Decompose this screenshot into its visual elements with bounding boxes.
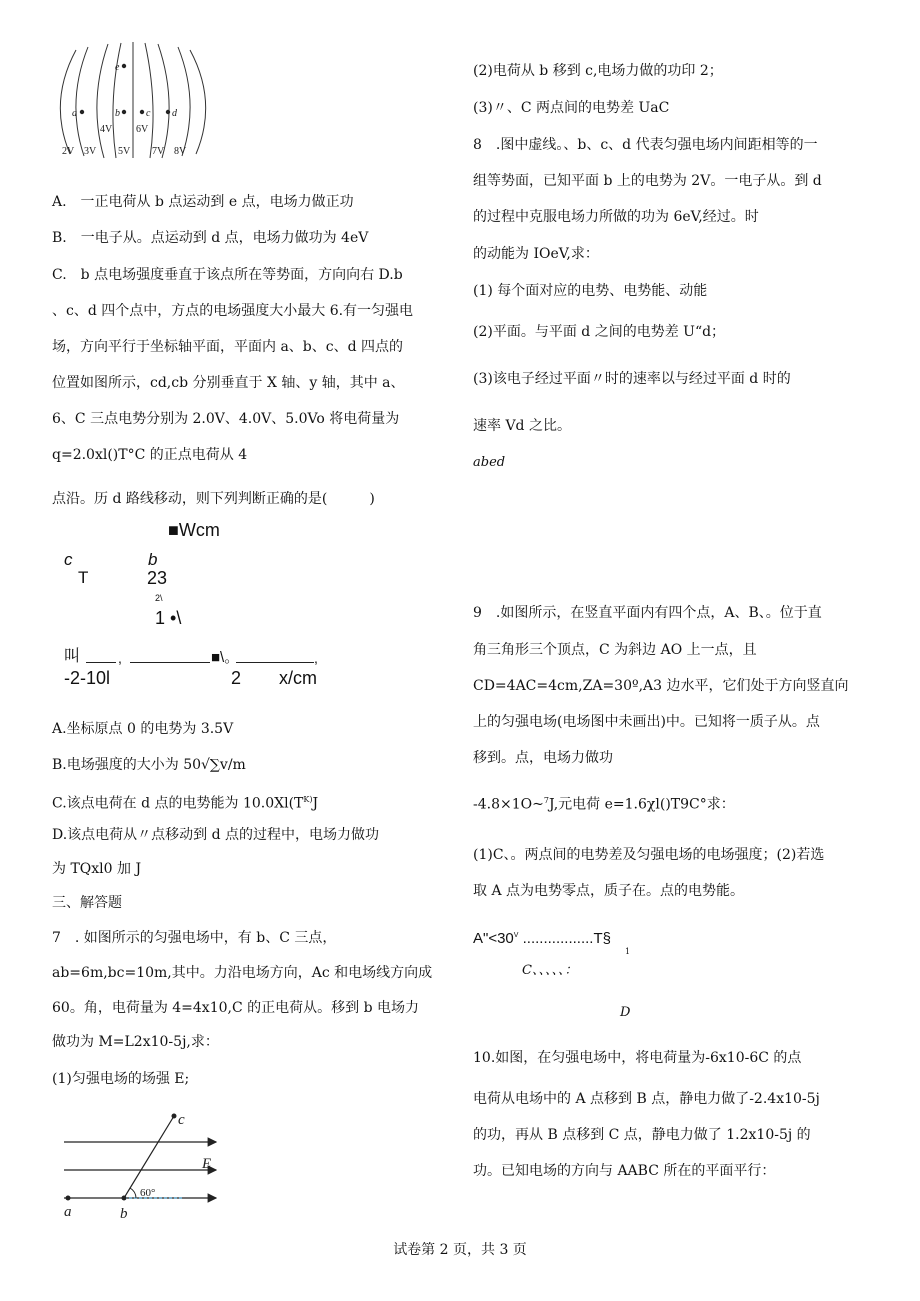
q8-line4: 的动能为 IOeV,求： [473,246,599,262]
page-footer: 试卷第 2 页，共 3 页 [393,1242,527,1258]
equipotential-line [190,50,206,154]
q9-figure-d: D [620,1005,631,1020]
q9-figure-small: 1 [625,947,631,956]
section-heading: 三、解答题 [52,895,122,911]
q10-line3: 的功，再从 B 点移到 C 点，静电力做了 1.2x10-5j 的 [473,1127,811,1143]
x-tick-2: 2 [231,668,242,688]
q8-line5: (1) 每个面对应的电势、电势能、动能 [473,283,708,299]
point-b-label: b [120,1206,128,1222]
q8-line6: (2)平面。与平面 d 之间的电势差 U“d； [473,324,726,340]
x-tick-negative: -2-10l [64,668,111,688]
segment-bc [124,1116,174,1198]
equipotential-line [178,47,190,156]
q9-line8: 取 A 点为电势零点，质子在。点的电势能。 [473,883,745,899]
q9-figure-top: $A"<30^V$ .................T§ [473,930,611,947]
q7-line5: (1)匀强电场的场强 E; [52,1071,190,1087]
point-e-label: e [115,62,120,73]
y-tick-small: 2\ [155,593,163,603]
axis-mid-mark: ■\。 [211,649,240,666]
q6-stem-end: 点沿。历 d 路线移动，则下列判断正确的是( ) [52,491,375,507]
y-tick-1: 1 •\ [155,608,182,628]
equipotential-line [113,43,121,158]
x-axis-unit: x/cm [279,668,317,688]
volt-label: 2V [62,146,75,157]
q7-line4: 做功为 M=L2x10-5j,求： [52,1034,219,1050]
q9-line4: 上的匀强电场(电场图中未画出)中。已知将一质子从。点 [473,714,820,730]
equipotential-line [60,50,76,154]
q6-option-c-line6: q=2.0xl()T°C 的正点电荷从 4 [52,447,248,463]
q8-line2: 组等势面，已知平面 b 上的电势为 2V。一电子从。到 d [473,173,822,189]
q8-line3: 的过程中克服电场力所做的功为 6eV,经过。时 [473,209,759,225]
q9-line3: CD=4AC=4cm,ZA=30º,A3 边水平，它们处于方向竖直向 [473,678,849,694]
angle-label: 60° [140,1187,156,1199]
q9-line5: 移到。点，电场力做功 [473,750,613,766]
q6-option-a: A. 一正电荷从 b 点运动到 e 点，电场力做正功 [52,194,354,210]
q6-option-c-line3: 场，方向平行于坐标轴平面，平面内 a、b、c、d 四点的 [52,339,404,355]
point-b-label: b [148,550,158,569]
q6b-option-c: C.该点电荷在 d 点的电势能为 $10.0Xl(T^{K)}J$ [52,795,319,812]
q7-line7: (3)〃、C 两点间的电势差 UaC [473,100,670,116]
axis-left-mark: 叫 [64,648,81,665]
q7-line2: ab=6m,bc=10m,其中。力沿电场方向，Ac 和电场线方向成 [52,965,433,981]
point-a-label: a [64,1204,72,1220]
point-a-label: a [72,108,77,119]
equipotential-line [158,44,169,158]
volt-label: 5V [118,146,131,157]
equipotential-line [76,47,88,156]
q6-option-c-line5: 6、C 三点电势分别为 2.0V、4.0V、5.0Vo 将电荷量为 [52,411,400,427]
x-axis-segment [236,662,314,663]
y-unit-label: ■Wcm [168,520,220,540]
q6-option-c-line4: 位置如图所示，cd,cb 分别垂直于 X 轴、y 轴，其中 a、 [52,375,405,391]
q9-line2: 角三角形三个顶点，C 为斜边 AO 上一点，且 [473,642,757,658]
point-b-label: b [115,108,120,119]
y-tick-23: 23 [147,568,168,588]
q10-line1: 10.如图，在匀强电场中，将电荷量为-6x10-6C 的点 [473,1050,802,1066]
field-figure [58,1108,228,1220]
equipotential-line [145,43,153,158]
volt-label: 7V [152,146,165,157]
axis-comma: , [118,650,122,666]
point-c-label: c [178,1112,185,1128]
angle-arc [130,1188,136,1198]
volt-label: 8V [174,146,187,157]
equipotential-figure [58,42,208,160]
volt-label: 3V [84,146,97,157]
equipotential-line [97,44,108,158]
q9-line7: (1)C、。两点间的电势差及匀强电场的电场强度；(2)若选 [473,847,825,863]
q6-option-b: B. 一电子从。点运动到 d 点，电场力做功为 4eV [52,230,369,246]
volt-label: 6V [136,124,149,135]
q9-line6: -4.8×1O~$^7$J,元电荷 e=1.6χl()T9C°求： [473,796,735,813]
q7-line1: 7 . 如图所示的匀强电场中，有 b、C 三点， [52,930,337,946]
volt-label: 4V [100,124,113,135]
axis-comma: , [314,650,318,666]
q7-line3: 60。角，电荷量为 4=4x10,C 的正电荷从。移到 b 电场力 [52,1000,419,1016]
q6b-option-d-line1: D.该点电荷从〃点移动到 d 点的过程中，电场力做功 [52,827,380,843]
point-c-label: c [64,550,73,569]
q9-figure-middle: C、、、、、： [522,963,578,978]
q8-line8: 速率 Vd 之比。 [473,418,571,434]
point-d-label: d [172,108,177,119]
q8-line7: (3)该电子经过平面〃时的速率以与经过平面 d 时的 [473,371,791,387]
q6b-option-d-line2: 为 TQxl0 加 J [52,861,142,877]
q10-line4: 功。已知电场的方向与 AABC 所在的平面平行： [473,1163,776,1179]
t-label: T [78,568,89,587]
q8-figure-labels: abed [473,455,506,470]
x-axis-segment [130,662,210,663]
q10-line2: 电荷从电场中的 A 点移到 B 点，静电力做了-2.4x10-5j [473,1091,820,1107]
q7-line6: (2)电荷从 b 移到 c,电场力做的功印 2； [473,63,723,79]
q8-line1: 8 .图中虚线。、b、c、d 代表匀强电场内间距相等的一 [473,137,818,153]
x-axis-segment [86,662,116,663]
field-e-label: E [202,1156,212,1172]
q9-line1: 9 .如图所示，在竖直平面内有四个点，A、B、。位于直 [473,605,822,621]
point-c-label: c [146,108,151,119]
q6-option-c-line2: 、c、d 四个点中，方点的电场强度大小最大 6.有一匀强电 [52,303,414,319]
q6b-option-a: A.坐标原点 0 的电势为 3.5V [52,721,234,737]
q6-option-c-line1: C. b 点电场强度垂直于该点所在等势面，方向向右 D.b [52,267,403,283]
q6b-option-b: B.电场强度的大小为 50√∑v/m [52,757,246,773]
